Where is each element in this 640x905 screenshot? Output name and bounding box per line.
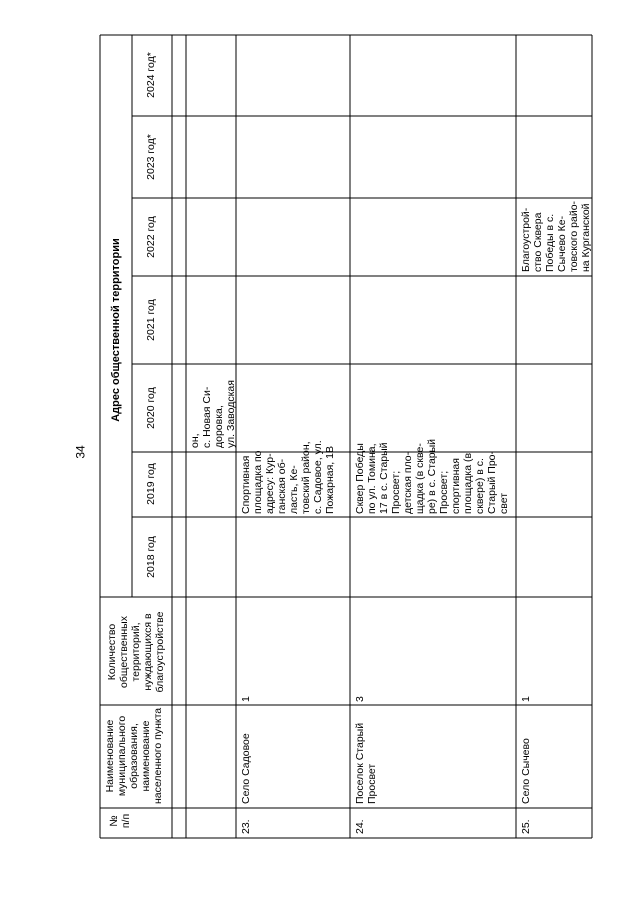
row-25-2022: Благоустрой- ство Сквера Победы в с. Сычево Ке- товского райо- на Курганской — [520, 200, 592, 272]
row-23-count: 1 — [240, 696, 252, 702]
row-25-name: Село Сычево — [520, 738, 532, 804]
row-23-name: Село Садовое — [240, 733, 252, 804]
row-23-num: 23. — [240, 819, 252, 834]
row-24-2019: Сквер Победы по ул. Томина, 17 в с. Старый Просвет; детская пло- щадка (в скве- ре) в с. Старый Просвет; спортивная площадка (в сквере) в с. Старый Про- свет — [354, 438, 510, 514]
header-year-2023: 2023 год* — [145, 134, 157, 180]
row-25-count: 1 — [520, 696, 532, 702]
header-name: Наименование муниципального образования, наименование населенного пункта — [104, 707, 164, 804]
row-24-count: 3 — [354, 696, 366, 702]
page-number: 34 — [73, 445, 88, 459]
header-address: Адрес общественной территории — [110, 238, 122, 422]
row-23-2019: Спортивная площадка по адресу: Кур- ганская об- ласть, Ке- товский район, с. Садовое, ул. Пожарная, 1В — [240, 440, 336, 514]
header-year-2022: 2022 год — [145, 216, 157, 258]
header-year-2024: 2024 год* — [145, 52, 157, 98]
row-24-num: 24. — [354, 819, 366, 834]
row-25-num: 25. — [520, 819, 532, 834]
header-year-2018: 2018 год — [145, 536, 157, 578]
header-year-2019: 2019 год — [145, 463, 157, 505]
header-year-2020: 2020 год — [145, 387, 157, 429]
row-24-name: Поселок Старый Просвет — [354, 722, 378, 804]
row-0-2020: он, с. Новая Си- доровка, ул. Заводская — [189, 380, 237, 448]
header-num: № п/п — [108, 813, 132, 829]
header-count: Количество общественных территорий, нуждающихся в благоустройстве — [106, 611, 166, 693]
header-year-2021: 2021 год — [145, 299, 157, 341]
